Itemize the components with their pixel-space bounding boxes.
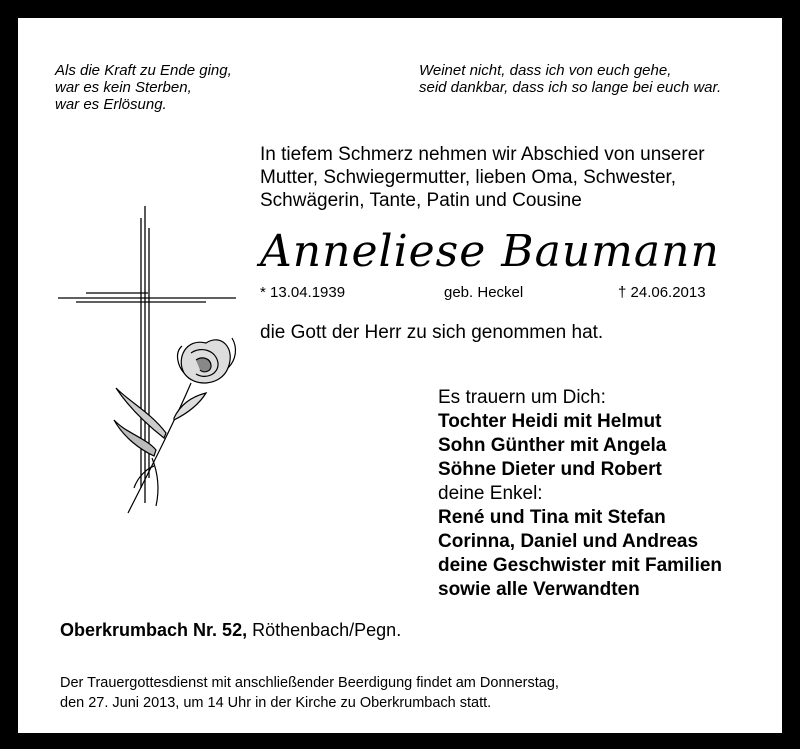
birth-date: * 13.04.1939	[260, 284, 346, 301]
service-line: Der Trauergottesdienst mit anschließender Beerdigung findet am Donnerstag,	[60, 675, 559, 691]
intro-text	[260, 143, 744, 212]
quote-right-line: seid dankbar, dass ich so lange bei euch war.	[419, 79, 722, 96]
intro-line: Schwägerin, Tante, Patin und Cousine	[260, 190, 582, 211]
mourner-child: Sohn Günther mit Angela	[438, 435, 667, 456]
grandchildren-heading: deine Enkel:	[438, 483, 543, 504]
rose-icon	[114, 338, 235, 513]
taken-line: die Gott der Herr zu sich genommen hat.	[260, 322, 604, 343]
quote-left-line: war es Erlösung.	[55, 96, 167, 113]
quote-left-line: war es kein Sterben,	[55, 79, 192, 96]
address-town: Röthenbach/Pegn.	[247, 620, 402, 640]
obituary-notice	[18, 18, 782, 733]
service-line: den 27. Juni 2013, um 14 Uhr in der Kirche zu Oberkrumbach statt.	[60, 695, 492, 711]
quote-right-line: Weinet nicht, dass ich von euch gehe,	[419, 62, 672, 79]
quote-left-line: Als die Kraft zu Ende ging,	[55, 62, 232, 79]
address-street: Oberkrumbach Nr. 52,	[60, 620, 248, 640]
address	[60, 620, 401, 641]
intro-line: Mutter, Schwiegermutter, lieben Oma, Schwester,	[260, 167, 677, 188]
mourners-heading: Es trauern um Dich:	[438, 387, 606, 408]
death-date: † 24.06.2013	[618, 284, 706, 301]
mourner-child: Tochter Heidi mit Helmut	[438, 411, 662, 432]
mourner-other: sowie alle Verwandten	[438, 579, 640, 600]
mourner-grandchild: René und Tina mit Stefan	[438, 507, 666, 528]
quote-left	[55, 62, 232, 113]
intro-line: In tiefem Schmerz nehmen wir Abschied von unserer	[260, 144, 705, 165]
quote-right	[419, 62, 721, 96]
mourner-child: Söhne Dieter und Robert	[438, 459, 662, 480]
mourner-other: deine Geschwister mit Familien	[438, 555, 723, 576]
mourners-list	[438, 386, 722, 602]
deceased-name: Anneliese Baumann	[260, 226, 720, 277]
cross-icon	[56, 188, 256, 528]
service-notice	[60, 673, 559, 713]
mourner-grandchild: Corinna, Daniel und Andreas	[438, 531, 699, 552]
maiden-name: geb. Heckel	[444, 284, 524, 301]
